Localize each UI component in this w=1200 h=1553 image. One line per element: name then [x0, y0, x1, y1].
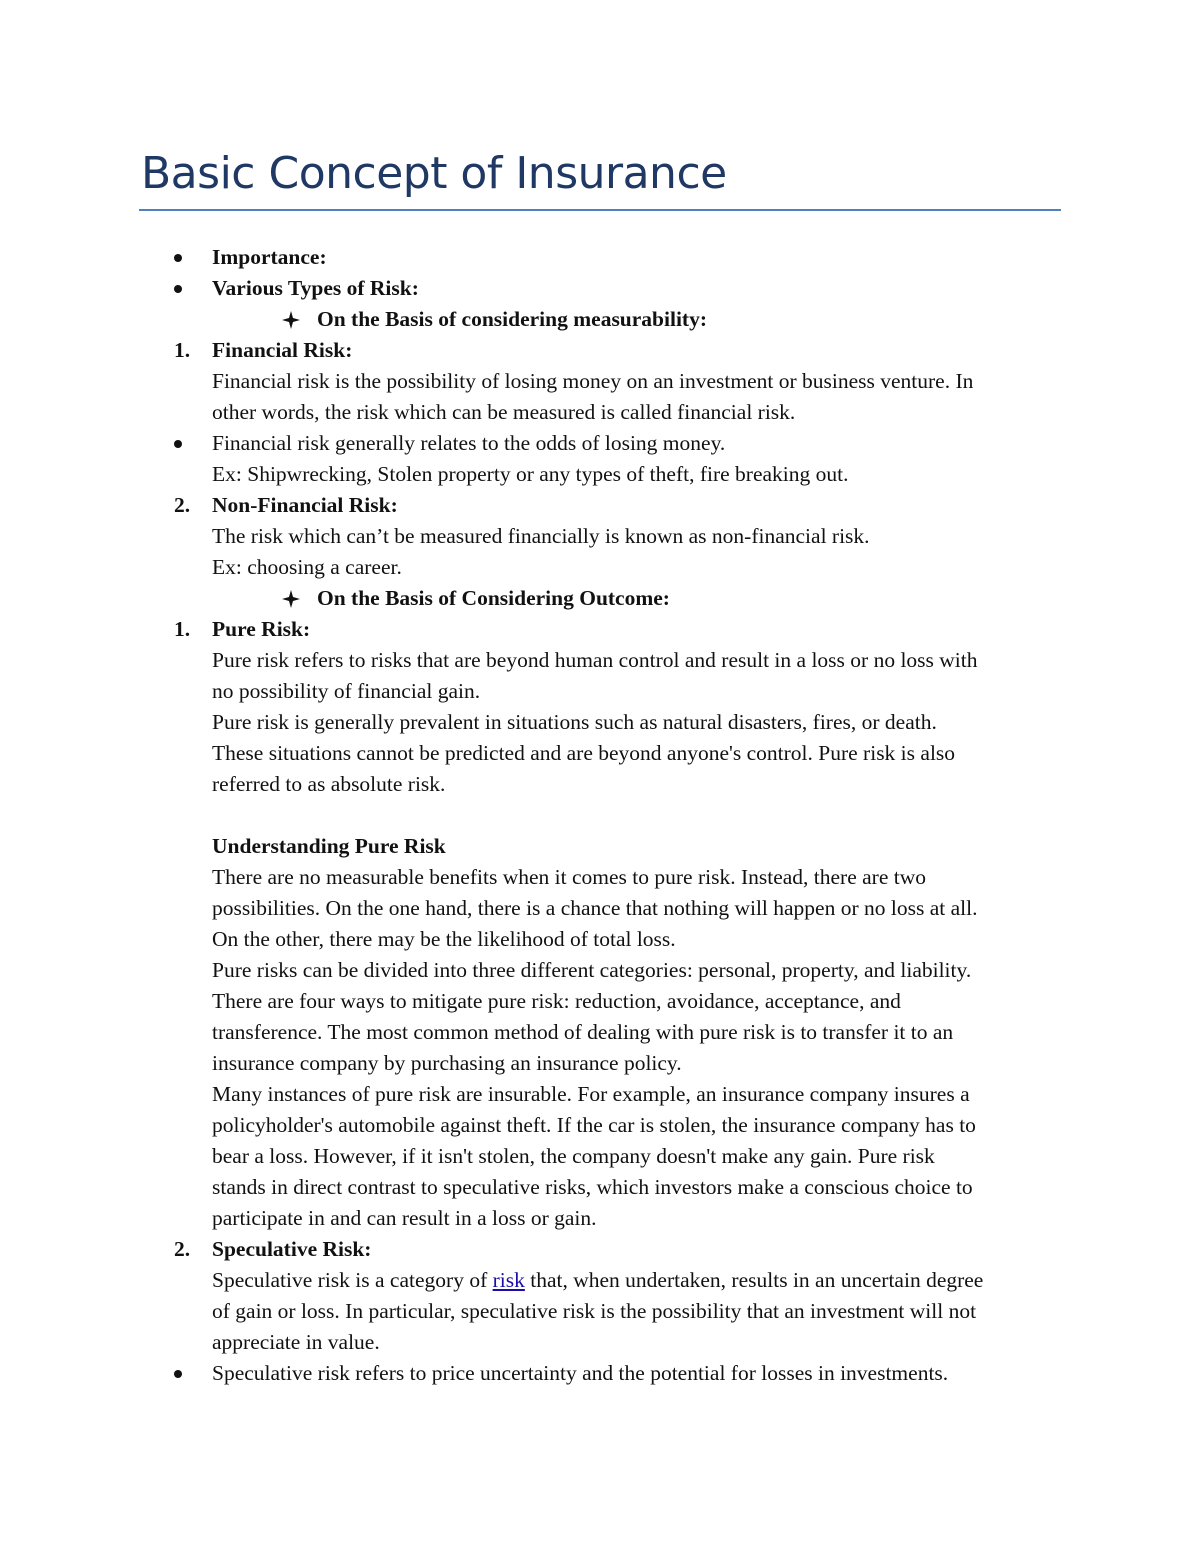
paragraph-text: There are no measurable benefits when it comes to pure risk. Instead, there are two [212, 865, 926, 889]
list-item [0, 490, 1200, 521]
text-line [0, 1017, 1200, 1048]
heading-speculative-risk: Speculative Risk: [212, 1237, 372, 1261]
list-item [0, 583, 1200, 614]
document-body [0, 242, 1200, 1389]
paragraph-text: There are four ways to mitigate pure risk: reduction, avoidance, acceptance, and [212, 989, 901, 1013]
list-number: 2. [174, 1237, 191, 1261]
list-number: 2. [174, 493, 191, 517]
text-line [0, 1172, 1200, 1203]
list-number: 1. [174, 338, 191, 362]
bullet-icon [174, 254, 182, 262]
list-item [0, 304, 1200, 335]
risk-link[interactable]: risk [492, 1268, 525, 1292]
paragraph-text: Speculative risk refers to price uncertainty and the potential for losses in investments. [212, 1361, 949, 1385]
text-line [0, 738, 1200, 769]
text-line [0, 1048, 1200, 1079]
heading-financial-risk: Financial Risk: [212, 338, 353, 362]
list-item [0, 242, 1200, 273]
heading-understanding-pure-risk: Understanding Pure Risk [212, 834, 446, 858]
text-line [0, 1079, 1200, 1110]
text-line [0, 986, 1200, 1017]
diamond-bullet-icon [282, 590, 300, 608]
paragraph-text: policyholder's automobile against theft. If the car is stolen, the insurance company has to [212, 1113, 976, 1137]
text-line [0, 1296, 1200, 1327]
heading-types-of-risk: Various Types of Risk: [212, 276, 419, 300]
paragraph-text [212, 1265, 983, 1296]
text-line [0, 552, 1200, 583]
text-segment: Speculative risk is a category of [212, 1268, 493, 1292]
subheading-measurability: On the Basis of considering measurability: [317, 307, 708, 331]
list-item [0, 428, 1200, 459]
text-line [0, 924, 1200, 955]
paragraph-text: stands in direct contrast to speculative risks, which investors make a conscious choice to [212, 1175, 973, 1199]
paragraph-text: Ex: Shipwrecking, Stolen property or any types of theft, fire breaking out. [212, 462, 849, 486]
text-line [0, 1203, 1200, 1234]
heading-importance: Importance: [212, 245, 327, 269]
list-number: 1. [174, 617, 191, 641]
paragraph-text: Ex: choosing a career. [212, 555, 402, 579]
paragraph-text: referred to as absolute risk. [212, 772, 446, 796]
list-item [0, 335, 1200, 366]
heading-pure-risk: Pure Risk: [212, 617, 311, 641]
paragraph-text: transference. The most common method of dealing with pure risk is to transfer it to an [212, 1020, 954, 1044]
text-line [0, 1141, 1200, 1172]
heading-non-financial-risk: Non-Financial Risk: [212, 493, 398, 517]
paragraph-text: These situations cannot be predicted and are beyond anyone's control. Pure risk is also [212, 741, 956, 765]
text-line [0, 1110, 1200, 1141]
text-line [0, 1327, 1200, 1358]
paragraph-text: Pure risk is generally prevalent in situations such as natural disasters, fires, or death. [212, 710, 937, 734]
text-line [0, 459, 1200, 490]
text-line [0, 521, 1200, 552]
bullet-icon [174, 285, 182, 293]
list-item [0, 273, 1200, 304]
paragraph-text: no possibility of financial gain. [212, 679, 481, 703]
bullet-icon [174, 440, 182, 448]
text-line [0, 769, 1200, 800]
text-line [0, 366, 1200, 397]
paragraph-text: Financial risk is the possibility of losing money on an investment or business venture. In [212, 369, 974, 393]
text-line [0, 831, 1200, 862]
text-segment: that, when undertaken, results in an uncertain degree [524, 1268, 984, 1292]
text-line [0, 707, 1200, 738]
paragraph-text: insurance company by purchasing an insurance policy. [212, 1051, 682, 1075]
paragraph-text: On the other, there may be the likelihood of total loss. [212, 927, 676, 951]
diamond-bullet-icon [282, 311, 300, 329]
blank-line [0, 800, 1200, 831]
title-underline [139, 209, 1061, 211]
text-line [0, 862, 1200, 893]
paragraph-text: possibilities. On the one hand, there is a chance that nothing will happen or no loss at all. [212, 896, 978, 920]
bullet-icon [174, 1370, 182, 1378]
paragraph-text: of gain or loss. In particular, speculative risk is the possibility that an investment will not [212, 1299, 977, 1323]
subheading-outcome: On the Basis of Considering Outcome: [317, 586, 670, 610]
text-line [0, 1265, 1200, 1296]
paragraph-text: Many instances of pure risk are insurable. For example, an insurance company insures a [212, 1082, 970, 1106]
list-item [0, 1234, 1200, 1265]
text-line [0, 397, 1200, 428]
paragraph-text: bear a loss. However, if it isn't stolen, the company doesn't make any gain. Pure risk [212, 1144, 935, 1168]
document-title: Basic Concept of Insurance [141, 148, 727, 199]
paragraph-text: Pure risk refers to risks that are beyond human control and result in a loss or no loss with [212, 648, 978, 672]
paragraph-text: other words, the risk which can be measured is called financial risk. [212, 400, 796, 424]
text-line [0, 955, 1200, 986]
text-line [0, 893, 1200, 924]
list-item [0, 1358, 1200, 1389]
text-line [0, 645, 1200, 676]
paragraph-text: Financial risk generally relates to the odds of losing money. [212, 431, 726, 455]
list-item [0, 614, 1200, 645]
text-line [0, 676, 1200, 707]
paragraph-text: appreciate in value. [212, 1330, 380, 1354]
paragraph-text: participate in and can result in a loss or gain. [212, 1206, 597, 1230]
paragraph-text: The risk which can’t be measured financially is known as non-financial risk. [212, 524, 870, 548]
paragraph-text: Pure risks can be divided into three different categories: personal, property, and liability. [212, 958, 972, 982]
